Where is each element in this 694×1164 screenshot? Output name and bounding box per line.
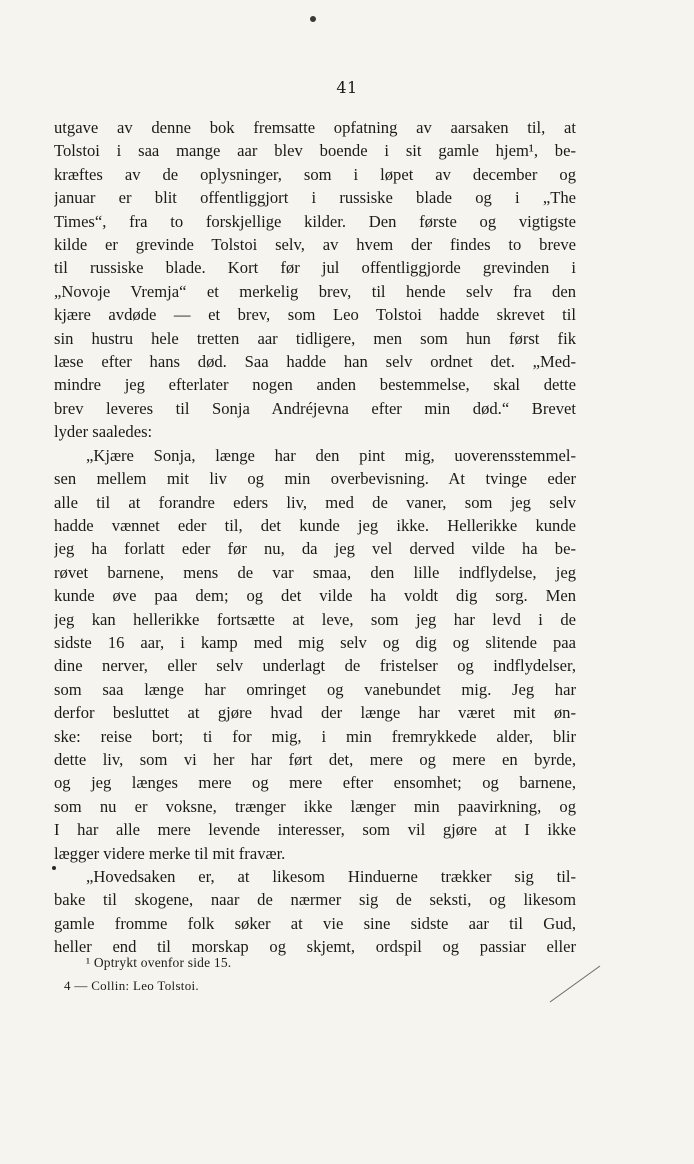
text-line: derfor besluttet at gjøre hvad der længe har været mit øn- bbox=[54, 703, 576, 723]
text-line: januar er blit offentliggjort i russiske blade og i „The bbox=[54, 188, 576, 208]
text-line: kjære avdøde — et brev, som Leo Tolstoi hadde skrevet til bbox=[54, 305, 576, 325]
text-line: Times“, fra to forskjellige kilder. Den første og vigtigste bbox=[54, 211, 576, 231]
text-line: mindre jeg efterlater nogen anden bestemmelse, skal dette bbox=[54, 375, 576, 395]
text-line: dette liv, som vi her har ført det, mere og mere en byrde, bbox=[54, 749, 576, 769]
text-line: lyder saaledes: bbox=[54, 422, 153, 442]
footnote bbox=[86, 955, 231, 971]
text-line: til russiske blade. Kort før jul offentliggjorde grevinden i bbox=[54, 258, 576, 278]
text-line: „Hovedsaken er, at likesom Hinduerne trækker sig til- bbox=[86, 867, 576, 886]
text-line: som nu er voksne, trænger ikke længer min paavirkning, og bbox=[54, 796, 576, 816]
text-line: I har alle mere levende interesser, som vil gjøre at I ikke bbox=[54, 820, 576, 840]
text-line: gamle fromme folk søker at vie sine sidste aar til Gud, bbox=[54, 913, 576, 933]
text-line: „Novoje Vremja“ et merkelig brev, til hende selv fra den bbox=[54, 281, 576, 301]
body-text bbox=[54, 116, 576, 959]
text-line: ske: reise bort; ti for mig, i min fremrykkede alder, blir bbox=[54, 726, 576, 746]
text-line: heller end til morskap og skjemt, ordspil og passiar eller bbox=[54, 937, 576, 957]
text-line: og jeg længes mere og mere efter ensomhet; og barnene, bbox=[54, 773, 576, 793]
text-line: Tolstoi i saa mange aar blev boende i sit gamle hjem¹, be- bbox=[54, 141, 576, 161]
margin-dot bbox=[52, 866, 56, 870]
text-line: dine nerver, eller selv underlagt de fristelser og indflydelser, bbox=[54, 656, 576, 676]
text-line: kunde øve paa dem; og det vilde ha voldt dig sorg. Men bbox=[54, 586, 576, 606]
print-speck bbox=[310, 16, 316, 22]
page-number: 41 bbox=[336, 78, 358, 97]
text-line: jeg kan hellerikke fortsætte at leve, som jeg har levd i de bbox=[54, 609, 576, 629]
text-line: som saa længe har omringet og vanebundet mig. Jeg har bbox=[54, 679, 576, 699]
text-line: sin hustru hele tretten aar tidligere, men som hun først fik bbox=[54, 328, 576, 348]
printer-signature: 4 — Collin: Leo Tolstoi. bbox=[64, 978, 199, 993]
text-line: „Kjære Sonja, længe har den pint mig, uoverensstemmel- bbox=[86, 445, 576, 465]
text-line: sidste 16 aar, i kamp med mig selv og dig og slitende paa bbox=[54, 632, 576, 652]
text-line: hadde vænnet eder til, det kunde jeg ikke. Hellerikke kunde bbox=[54, 515, 576, 535]
footnote-text: Optrykt ovenfor side 15. bbox=[93, 955, 232, 970]
footnote-marker: ¹ bbox=[86, 955, 91, 970]
text-line: kræftes av de oplysninger, som i løpet av december og bbox=[54, 164, 576, 184]
text-line: læse efter hans død. Saa hadde han selv ordnet det. „Med- bbox=[54, 352, 576, 372]
text-line: jeg ha forlatt eder før nu, da jeg vel derved vilde ha be- bbox=[54, 539, 576, 559]
pencil-stroke bbox=[548, 962, 604, 1004]
text-line: alle til at forandre eders liv, med de vaner, som jeg selv bbox=[54, 492, 576, 512]
text-line: brev leveres til Sonja Andréjevna efter min død.“ Brevet bbox=[54, 398, 576, 418]
text-line: sen mellem mit liv og min overbevisning. At tvinge eder bbox=[54, 469, 576, 489]
text-line: utgave av denne bok fremsatte opfatning av aarsaken til, at bbox=[54, 118, 576, 137]
text-line: røvet barnene, mens de var smaa, den lille indflydelse, jeg bbox=[54, 562, 576, 582]
text-line: bake til skogene, naar de nærmer sig de seksti, og likesom bbox=[54, 890, 576, 910]
text-line: kilde er grevinde Tolstoi selv, av hvem der findes to breve bbox=[54, 235, 576, 255]
text-line: lægger videre merke til mit fravær. bbox=[54, 843, 286, 863]
